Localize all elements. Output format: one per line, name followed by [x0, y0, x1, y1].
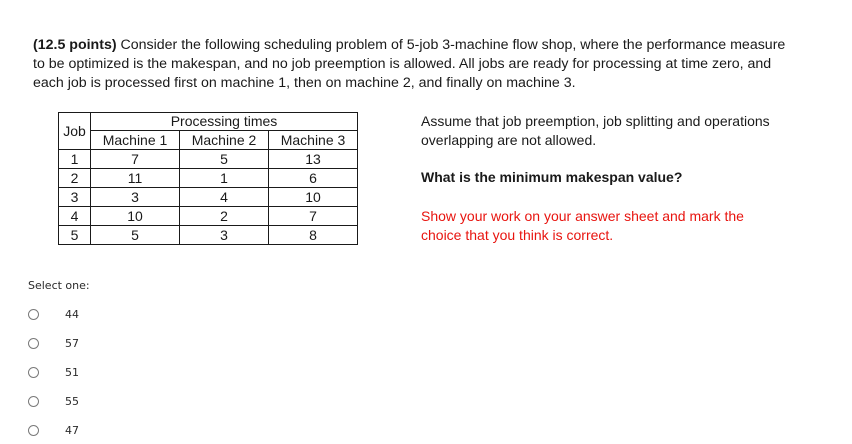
machine-3-cell: 6: [269, 169, 358, 188]
radio-button[interactable]: [28, 367, 39, 378]
question-body: Consider the following scheduling problem of 5-job 3-machine flow shop, where the performance measure to be optimized is the makespan, and no job preemption is allowed. All jobs are ready for processing at time zero, and each job is processed first on machine 1, then on machine 2, and finally on machine 3.: [33, 37, 786, 91]
answer-option-3[interactable]: [28, 362, 79, 382]
processing-times-table: [58, 112, 358, 245]
radio-button[interactable]: [28, 396, 39, 407]
question-prompt: What is the minimum makespan value?: [421, 169, 683, 185]
machine-3-cell: 13: [269, 150, 358, 169]
job-cell: 5: [59, 226, 91, 245]
machine-1-cell: 10: [91, 207, 180, 226]
machine-1-cell: 5: [91, 226, 180, 245]
table-row: [59, 226, 358, 245]
machine-1-cell: 3: [91, 188, 180, 207]
answer-option-5[interactable]: [28, 420, 79, 440]
answer-option-label: 55: [65, 394, 79, 408]
job-cell: 3: [59, 188, 91, 207]
answer-option-4[interactable]: [28, 391, 79, 411]
table-header-job: Job: [59, 113, 91, 150]
question-points: (12.5 points): [33, 37, 117, 53]
table-row: [59, 188, 358, 207]
answer-option-label: 47: [65, 423, 79, 437]
machine-3-cell: 10: [269, 188, 358, 207]
machine-2-cell: 5: [180, 150, 269, 169]
table-header-processing-times: Processing times: [91, 113, 358, 131]
machine-3-cell: 8: [269, 226, 358, 245]
machine-3-cell: 7: [269, 207, 358, 226]
machine-2-cell: 2: [180, 207, 269, 226]
instruction-text: Show your work on your answer sheet and mark the choice that you think is correct.: [421, 208, 744, 243]
machine-2-cell: 1: [180, 169, 269, 188]
machine-1-cell: 11: [91, 169, 180, 188]
machine-2-cell: 3: [180, 226, 269, 245]
answer-option-label: 57: [65, 336, 79, 350]
table-header-machine-3: Machine 3: [269, 131, 358, 150]
machine-2-cell: 4: [180, 188, 269, 207]
answer-option-label: 44: [65, 307, 79, 321]
radio-button[interactable]: [28, 309, 39, 320]
machine-1-cell: 7: [91, 150, 180, 169]
table-header-machine-2: Machine 2: [180, 131, 269, 150]
job-cell: 2: [59, 169, 91, 188]
table-header-machine-1: Machine 1: [91, 131, 180, 150]
job-cell: 1: [59, 150, 91, 169]
radio-button[interactable]: [28, 338, 39, 349]
answer-option-2[interactable]: [28, 333, 79, 353]
answer-option-1[interactable]: [28, 304, 79, 324]
select-one-label: Select one:: [28, 279, 90, 292]
radio-button[interactable]: [28, 425, 39, 436]
answer-option-label: 51: [65, 365, 79, 379]
table-row: [59, 207, 358, 226]
question-text: [33, 36, 788, 93]
job-cell: 4: [59, 207, 91, 226]
assumption-text: Assume that job preemption, job splitting and operations overlapping are not allowed.: [421, 113, 770, 148]
table-row: [59, 169, 358, 188]
table-row: [59, 150, 358, 169]
